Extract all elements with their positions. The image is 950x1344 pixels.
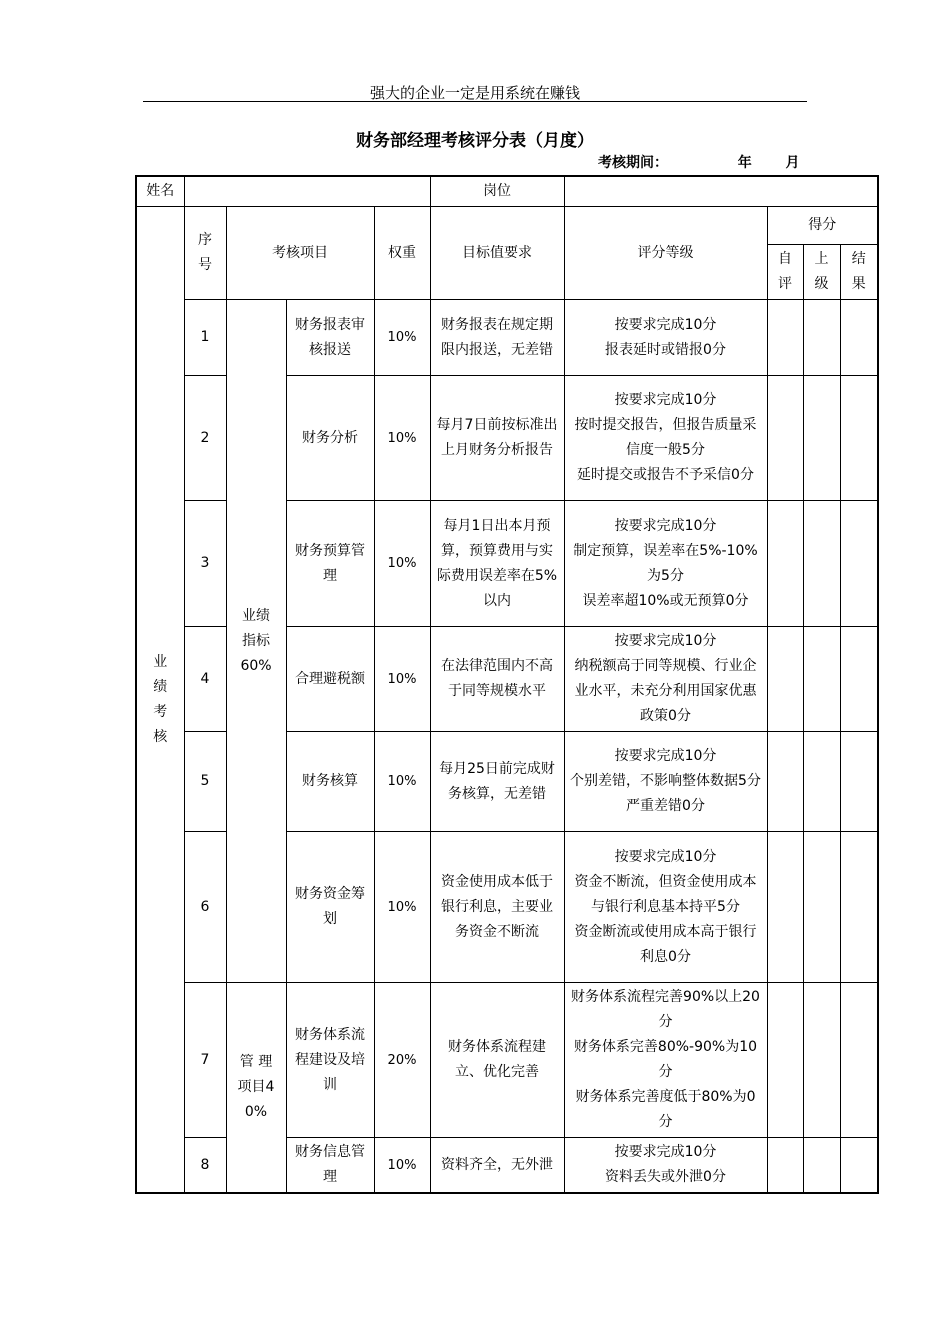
header-score: 得分 <box>767 207 878 245</box>
period-label: 考核期间： <box>598 155 668 171</box>
header-weight: 权重 <box>374 207 430 300</box>
category-performance: 业绩指标60% <box>226 300 286 983</box>
name-label: 姓名 <box>136 176 184 207</box>
superior-score-cell[interactable] <box>803 627 840 732</box>
position-label: 岗位 <box>430 176 564 207</box>
header-target: 目标值要求 <box>430 207 564 300</box>
row-seq: 8 <box>184 1138 226 1194</box>
table-row <box>136 300 878 376</box>
header-item: 考核项目 <box>226 207 374 300</box>
result-score-cell[interactable] <box>840 1138 878 1194</box>
period-month-label: 月 <box>785 155 800 171</box>
row-target: 每月25日前完成财务核算，无差错 <box>430 732 564 832</box>
assessment-period <box>598 152 800 172</box>
header-grading: 评分等级 <box>564 207 767 300</box>
row-grading: 按要求完成10分 资料丢失或外泄0分 <box>564 1138 767 1194</box>
row-item: 合理避税额 <box>286 627 374 732</box>
section-label <box>136 207 184 1194</box>
header-slogan: 强大的企业一定是用系统在赚钱 <box>369 84 580 102</box>
superior-score-cell[interactable] <box>803 376 840 501</box>
row-grading: 按要求完成10分 制定预算，误差率在5%-10%为5分 误差率超10%或无预算0分 <box>564 501 767 627</box>
superior-score-cell[interactable] <box>803 1138 840 1194</box>
header-divider <box>143 101 807 102</box>
row-grading: 财务体系流程完善90%以上20分 财务体系完善80%-90%为10分 财务体系完善度低于80%为0分 <box>564 983 767 1138</box>
period-year-label: 年 <box>737 155 752 171</box>
result-score-cell[interactable] <box>840 501 878 627</box>
superior-score-cell[interactable] <box>803 832 840 983</box>
row-seq: 5 <box>184 732 226 832</box>
row-item: 财务预算管理 <box>286 501 374 627</box>
superior-score-cell[interactable] <box>803 732 840 832</box>
row-item: 财务资金筹划 <box>286 832 374 983</box>
table-row <box>136 983 878 1138</box>
self-score-cell[interactable] <box>767 732 803 832</box>
header-seq: 序号 <box>184 207 226 300</box>
row-seq: 6 <box>184 832 226 983</box>
row-weight: 10% <box>374 732 430 832</box>
row-target: 每月7日前按标准出上月财务分析报告 <box>430 376 564 501</box>
row-item: 财务信息管理 <box>286 1138 374 1194</box>
row-grading: 按要求完成10分 资金不断流，但资金使用成本与银行利息基本持平5分 资金断流或使用成本高于银行利息0分 <box>564 832 767 983</box>
row-grading: 按要求完成10分 按时提交报告，但报告质量采信度一般5分 延时提交或报告不予采信0分 <box>564 376 767 501</box>
self-score-cell[interactable] <box>767 376 803 501</box>
row-weight: 10% <box>374 376 430 501</box>
row-weight: 10% <box>374 832 430 983</box>
result-score-cell[interactable] <box>840 983 878 1138</box>
row-seq: 3 <box>184 501 226 627</box>
row-target: 每月1日出本月预算，预算费用与实际费用误差率在5%以内 <box>430 501 564 627</box>
result-score-cell[interactable] <box>840 300 878 376</box>
row-target: 财务体系流程建立、优化完善 <box>430 983 564 1138</box>
row-grading: 按要求完成10分 纳税额高于同等规模、行业企业水平，未充分利用国家优惠政策0分 <box>564 627 767 732</box>
assessment-table <box>135 175 879 1194</box>
row-seq: 1 <box>184 300 226 376</box>
row-item: 财务分析 <box>286 376 374 501</box>
header-row <box>136 207 878 245</box>
position-field[interactable] <box>564 176 878 207</box>
self-score-cell[interactable] <box>767 627 803 732</box>
row-weight: 10% <box>374 1138 430 1194</box>
self-score-cell[interactable] <box>767 983 803 1138</box>
superior-score-cell[interactable] <box>803 300 840 376</box>
row-weight: 10% <box>374 501 430 627</box>
result-score-cell[interactable] <box>840 376 878 501</box>
row-seq: 7 <box>184 983 226 1138</box>
row-item: 财务核算 <box>286 732 374 832</box>
name-field[interactable] <box>184 176 430 207</box>
section-label-text: 业绩考核 <box>153 653 168 745</box>
row-weight: 10% <box>374 300 430 376</box>
row-seq: 4 <box>184 627 226 732</box>
self-score-cell[interactable] <box>767 832 803 983</box>
row-item: 财务体系流程建设及培训 <box>286 983 374 1138</box>
row-item: 财务报表审核报送 <box>286 300 374 376</box>
row-weight: 10% <box>374 627 430 732</box>
page-title: 财务部经理考核评分表（月度） <box>356 131 594 151</box>
row-grading: 按要求完成10分 报表延时或错报0分 <box>564 300 767 376</box>
result-score-cell[interactable] <box>840 732 878 832</box>
row-target: 资金使用成本低于银行利息，主要业务资金不断流 <box>430 832 564 983</box>
row-weight: 20% <box>374 983 430 1138</box>
row-target: 财务报表在规定期限内报送，无差错 <box>430 300 564 376</box>
row-target: 在法律范围内不高于同等规模水平 <box>430 627 564 732</box>
result-score-cell[interactable] <box>840 832 878 983</box>
header-result-score: 结果 <box>840 245 878 300</box>
self-score-cell[interactable] <box>767 501 803 627</box>
row-grading: 按要求完成10分 个别差错，不影响整体数据5分 严重差错0分 <box>564 732 767 832</box>
row-target: 资料齐全，无外泄 <box>430 1138 564 1194</box>
header-superior-score: 上级 <box>803 245 840 300</box>
name-row <box>136 176 878 207</box>
row-seq: 2 <box>184 376 226 501</box>
superior-score-cell[interactable] <box>803 983 840 1138</box>
result-score-cell[interactable] <box>840 627 878 732</box>
self-score-cell[interactable] <box>767 300 803 376</box>
self-score-cell[interactable] <box>767 1138 803 1194</box>
category-management: 管 理项目40% <box>226 983 286 1194</box>
header-self-score: 自评 <box>767 245 803 300</box>
superior-score-cell[interactable] <box>803 501 840 627</box>
